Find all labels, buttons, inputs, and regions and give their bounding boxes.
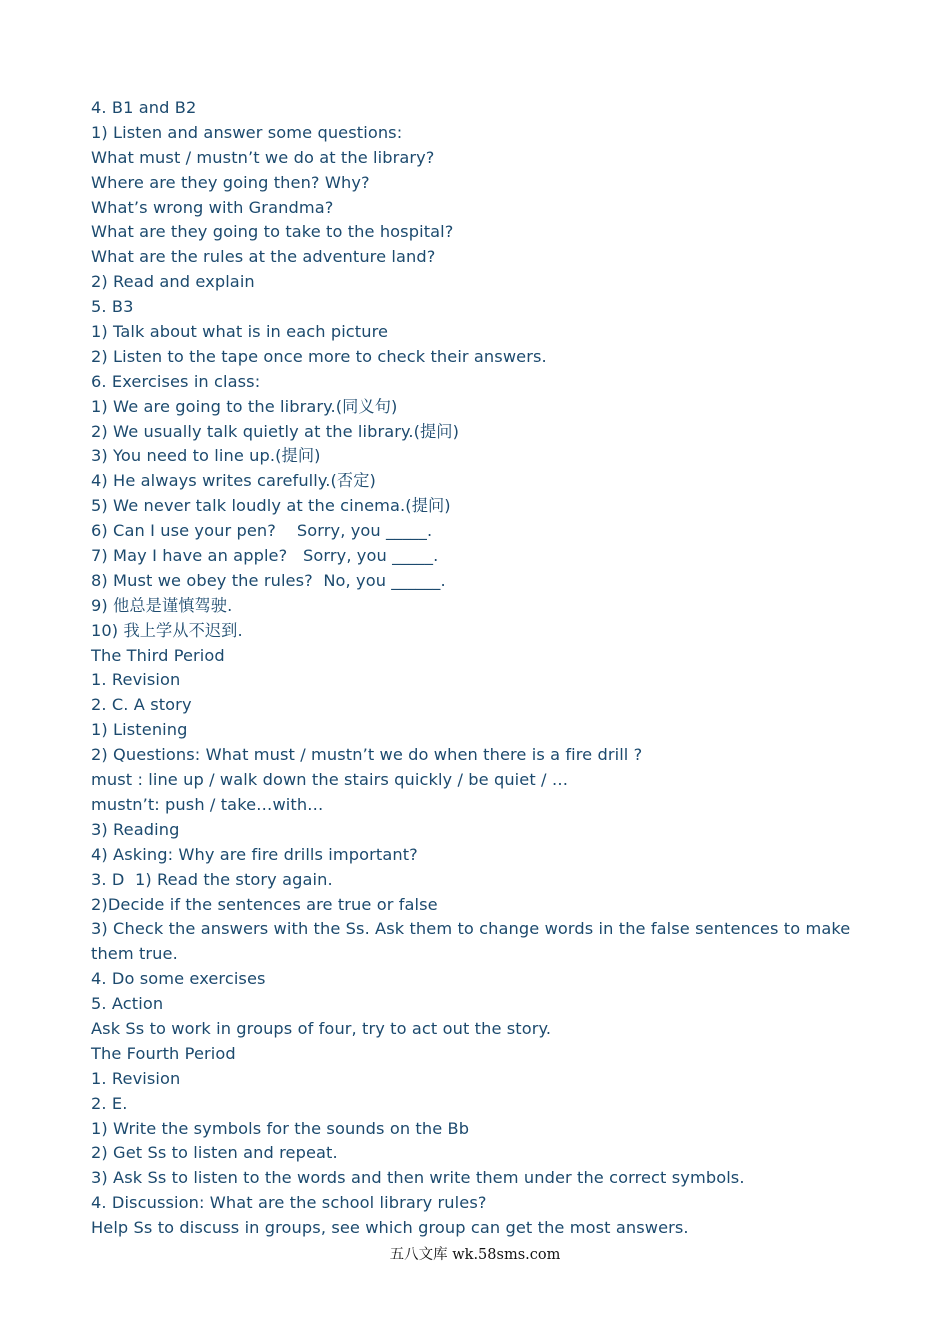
- text-line: 1) Talk about what is in each picture: [91, 322, 389, 342]
- text-line: 2) Questions: What must / mustn’t we do when there is a fire drill ?: [91, 745, 643, 765]
- exercise-line: 1) We are going to the library.(同义句): [91, 396, 398, 416]
- text-line: 4. Discussion: What are the school library rules?: [91, 1193, 487, 1213]
- period-heading: The Third Period: [91, 645, 225, 665]
- text-line: 2) Listen to the tape once more to check their answers.: [91, 346, 547, 366]
- exercise-line: 9) 他总是谨慎驾驶.: [91, 595, 233, 615]
- text-line: 2) Get Ss to listen and repeat.: [91, 1143, 338, 1163]
- text-line: 1. Revision: [91, 1068, 181, 1088]
- footer-watermark: 五八文库 wk.58sms.com: [389, 1247, 561, 1263]
- text-line: What’s wrong with Grandma?: [91, 197, 334, 217]
- text-line: 2. C. A story: [91, 695, 192, 715]
- text-line: Ask Ss to work in groups of four, try to act out the story.: [91, 1018, 552, 1038]
- text-line: 1) Write the symbols for the sounds on the Bb: [91, 1118, 470, 1138]
- text-line: 2. E.: [91, 1093, 128, 1113]
- exercise-line: 7) May I have an apple? Sorry, you _____.: [91, 546, 439, 566]
- text-line: What are they going to take to the hospital?: [91, 222, 454, 242]
- text-line: must : line up / walk down the stairs quickly / be quiet / …: [91, 770, 569, 790]
- section-heading: 6. Exercises in class:: [91, 371, 261, 391]
- text-line: 1) Listening: [91, 720, 188, 740]
- text-line: 4) Asking: Why are fire drills important?: [91, 844, 418, 864]
- text-line: Help Ss to discuss in groups, see which group can get the most answers.: [91, 1218, 689, 1238]
- document-body: [91, 96, 851, 1241]
- text-line: 5. Action: [91, 994, 164, 1014]
- text-line: 2) Read and explain: [91, 272, 255, 292]
- text-line: 3. D 1) Read the story again.: [91, 869, 333, 889]
- exercise-line: 10) 我上学从不迟到.: [91, 620, 243, 640]
- text-line: 2)Decide if the sentences are true or false: [91, 894, 438, 914]
- text-line: 3) Reading: [91, 819, 180, 839]
- period-heading: The Fourth Period: [91, 1043, 236, 1063]
- text-line: What must / mustn’t we do at the library?: [91, 147, 435, 167]
- text-paragraph: 3) Check the answers with the Ss. Ask them to change words in the false sentences to make them true.: [91, 919, 851, 964]
- exercise-line: 5) We never talk loudly at the cinema.(提问): [91, 496, 451, 516]
- text-line: 4. Do some exercises: [91, 969, 266, 989]
- section-heading: 4. B1 and B2: [91, 98, 197, 117]
- exercise-line: 8) Must we obey the rules? No, you ______.: [91, 570, 446, 590]
- text-line: 3) Ask Ss to listen to the words and then write them under the correct symbols.: [91, 1168, 745, 1188]
- text-line: What are the rules at the adventure land?: [91, 247, 436, 267]
- text-line: Where are they going then? Why?: [91, 172, 370, 192]
- exercise-line: 6) Can I use your pen? Sorry, you _____.: [91, 521, 433, 541]
- exercise-line: 3) You need to line up.(提问): [91, 446, 321, 466]
- exercise-line: 4) He always writes carefully.(否定): [91, 471, 376, 491]
- text-line: mustn’t: push / take…with…: [91, 794, 324, 814]
- text-line: 1. Revision: [91, 670, 181, 690]
- exercise-line: 2) We usually talk quietly at the library.(提问): [91, 421, 460, 441]
- text-line: 1) Listen and answer some questions:: [91, 122, 403, 142]
- section-heading: 5. B3: [91, 297, 134, 317]
